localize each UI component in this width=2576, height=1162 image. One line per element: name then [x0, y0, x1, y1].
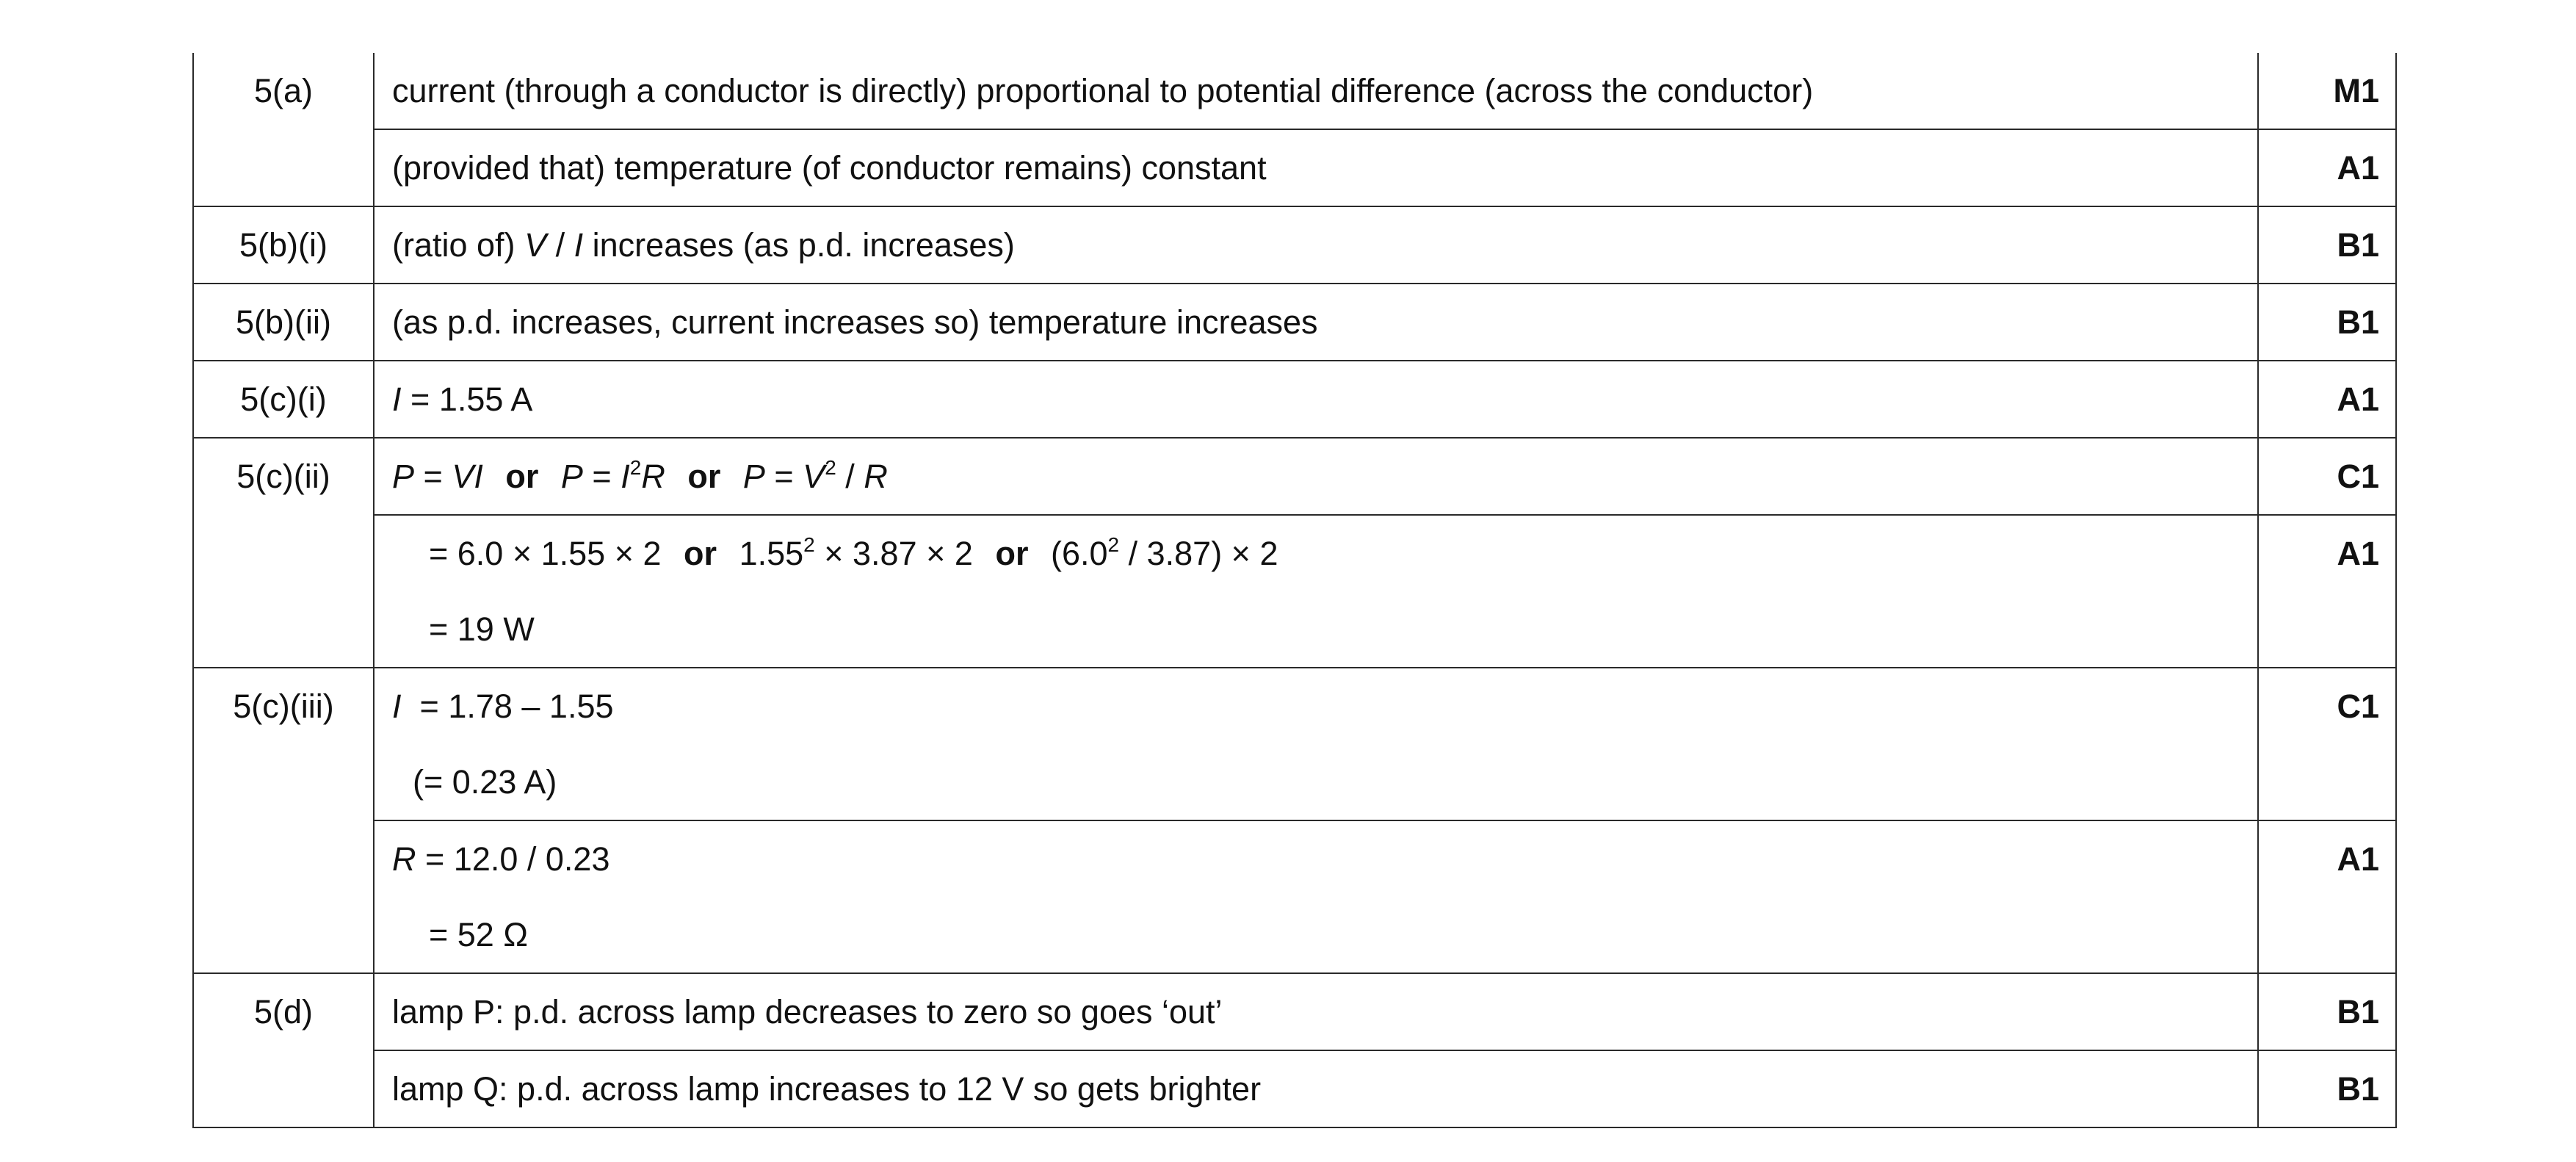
mark-cell: A1	[2258, 129, 2396, 206]
question-number: 5(a)	[193, 53, 374, 206]
answer-cell: lamp P: p.d. across lamp decreases to zero so goes ‘out’	[374, 973, 2258, 1050]
answer-cell: P = VI or $P = I^2R$ or $P = V^2 / R$	[374, 438, 2258, 515]
mark-cell: C1	[2258, 438, 2396, 515]
mark-cell: A1	[2258, 820, 2396, 973]
question-number: 5(b)(ii)	[193, 284, 374, 361]
question-number: 5(d)	[193, 973, 374, 1127]
table-row	[193, 361, 2396, 438]
question-number: 5(c)(i)	[193, 361, 374, 438]
table-row	[193, 438, 2396, 515]
question-number: 5(b)(i)	[193, 206, 374, 284]
answer-cell: (provided that) temperature (of conductor remains) constant	[374, 129, 2258, 206]
answer-cell: = 6.0 × 1.55 × 2 or 1.55$^2$ × 3.87 × 2 or $(6.0^2 / 3.87) \times 2$ = 19 W	[374, 515, 2258, 668]
table-row	[193, 1050, 2396, 1127]
table-row	[193, 668, 2396, 820]
question-number: 5(c)(ii)	[193, 438, 374, 668]
mark-cell: A1	[2258, 515, 2396, 668]
table-row	[193, 53, 2396, 129]
mark-cell: B1	[2258, 206, 2396, 284]
answer-cell: I = 1.78 – 1.55 (= 0.23 A)	[374, 668, 2258, 820]
table-row	[193, 820, 2396, 973]
table-row	[193, 973, 2396, 1050]
table-row	[193, 284, 2396, 361]
table-row	[193, 129, 2396, 206]
table-row	[193, 206, 2396, 284]
answer-cell: I = 1.55 A	[374, 361, 2258, 438]
mark-cell: B1	[2258, 284, 2396, 361]
answer-cell: current (through a conductor is directly) proportional to potential difference (across the conductor)	[374, 53, 2258, 129]
answer-cell: R = 12.0 / 0.23 = 52 Ω	[374, 820, 2258, 973]
mark-cell: B1	[2258, 1050, 2396, 1127]
answer-cell: (as p.d. increases, current increases so) temperature increases	[374, 284, 2258, 361]
mark-cell: M1	[2258, 53, 2396, 129]
mark-cell: A1	[2258, 361, 2396, 438]
answer-cell: (ratio of) V / I increases (as p.d. increases)	[374, 206, 2258, 284]
mark-cell: B1	[2258, 973, 2396, 1050]
question-number: 5(c)(iii)	[193, 668, 374, 973]
answer-cell: lamp Q: p.d. across lamp increases to 12 V so gets brighter	[374, 1050, 2258, 1127]
table-row	[193, 515, 2396, 668]
mark-scheme-table	[192, 53, 2397, 1128]
mark-cell: C1	[2258, 668, 2396, 820]
